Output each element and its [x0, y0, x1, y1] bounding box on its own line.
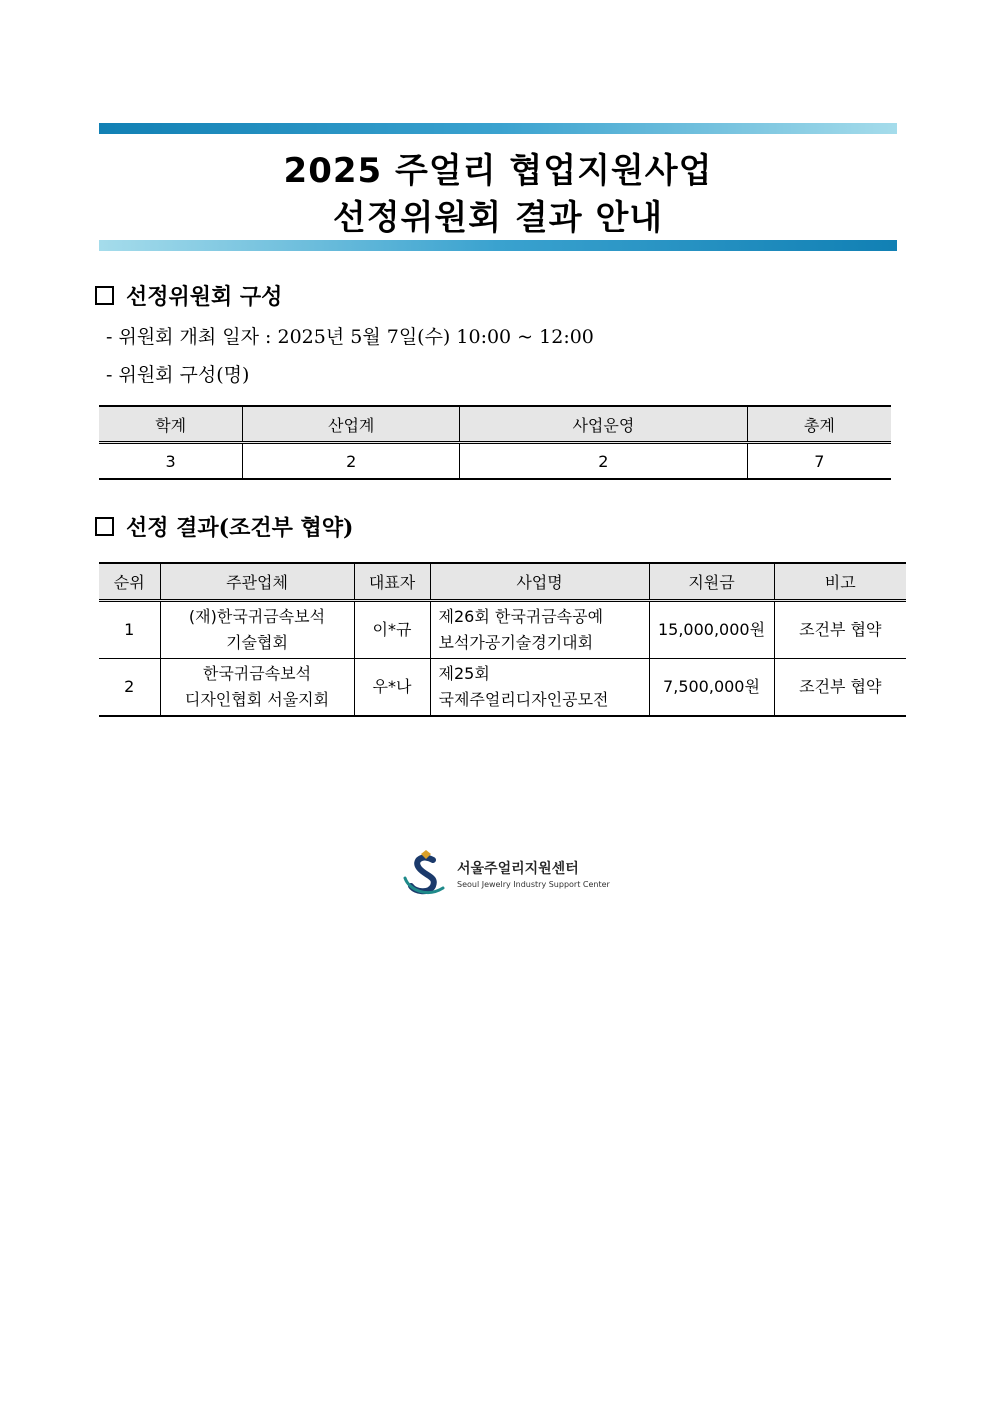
table-header-row	[99, 563, 906, 601]
representative-cell: 이*규	[354, 601, 430, 659]
committee-composition-text: - 위원회 구성(명)	[106, 364, 250, 386]
rank-cell: 2	[99, 659, 160, 717]
table-header-cell: 산업계	[243, 406, 460, 443]
company-line: 디자인협회 서울지회	[184, 690, 330, 709]
checkbox-icon	[95, 517, 114, 536]
table-row	[99, 659, 906, 717]
table-header-cell: 순위	[99, 563, 160, 601]
table-header-cell: 사업운영	[460, 406, 748, 443]
company-cell	[160, 659, 354, 717]
company-line: (재)한국귀금속보석	[188, 607, 326, 626]
logo-text	[457, 858, 610, 889]
table-header-row	[99, 406, 891, 443]
section-heading-text: 선정 결과(조건부 협약)	[126, 515, 354, 541]
company-line: 한국귀금속보석	[202, 664, 312, 683]
section-heading-committee	[95, 280, 282, 311]
table-cell: 3	[99, 443, 243, 480]
logo-name-ko: 서울주얼리지원센터	[457, 860, 579, 877]
committee-table	[99, 405, 891, 480]
checkbox-icon	[95, 286, 114, 305]
table-header-cell: 대표자	[354, 563, 430, 601]
project-line: 제25회	[438, 664, 490, 683]
rank-cell: 1	[99, 601, 160, 659]
table-header-cell: 주관업체	[160, 563, 354, 601]
note-cell: 조건부 협약	[774, 601, 906, 659]
table-cell: 7	[747, 443, 891, 480]
page-title-line2: 선정위원회 결과 안내	[332, 198, 664, 238]
table-cell: 2	[243, 443, 460, 480]
project-cell	[430, 659, 649, 717]
amount-cell: 7,500,000원	[649, 659, 774, 717]
table-header-cell: 총계	[747, 406, 891, 443]
table-row	[99, 443, 891, 480]
representative-cell: 우*나	[354, 659, 430, 717]
table-cell: 2	[460, 443, 748, 480]
title-bottom-bar	[99, 240, 897, 251]
results-table	[99, 562, 906, 717]
table-header-cell: 사업명	[430, 563, 649, 601]
section-heading-results	[95, 511, 353, 542]
table-row	[99, 601, 906, 659]
center-logo	[403, 848, 610, 898]
title-top-bar	[99, 123, 897, 134]
note-cell: 조건부 협약	[774, 659, 906, 717]
section-heading-text: 선정위원회 구성	[126, 284, 283, 310]
project-line: 국제주얼리디자인공모전	[438, 690, 609, 709]
table-header-cell: 학계	[99, 406, 243, 443]
table-header-cell: 지원금	[649, 563, 774, 601]
company-line: 기술협회	[226, 633, 288, 652]
jewelry-s-logo-icon	[403, 848, 449, 898]
committee-date-text: - 위원회 개최 일자 : 2025년 5월 7일(수) 10:00 ~ 12:00	[106, 326, 594, 348]
page-title-line1: 2025 주얼리 협업지원사업	[283, 151, 713, 191]
project-line: 제26회 한국귀금속공예	[438, 607, 604, 626]
logo-name-en: Seoul Jewelry Industry Support Center	[457, 879, 610, 889]
project-line: 보석가공기술경기대회	[438, 633, 594, 652]
table-header-cell: 비고	[774, 563, 906, 601]
company-cell	[160, 601, 354, 659]
project-cell	[430, 601, 649, 659]
amount-cell: 15,000,000원	[649, 601, 774, 659]
